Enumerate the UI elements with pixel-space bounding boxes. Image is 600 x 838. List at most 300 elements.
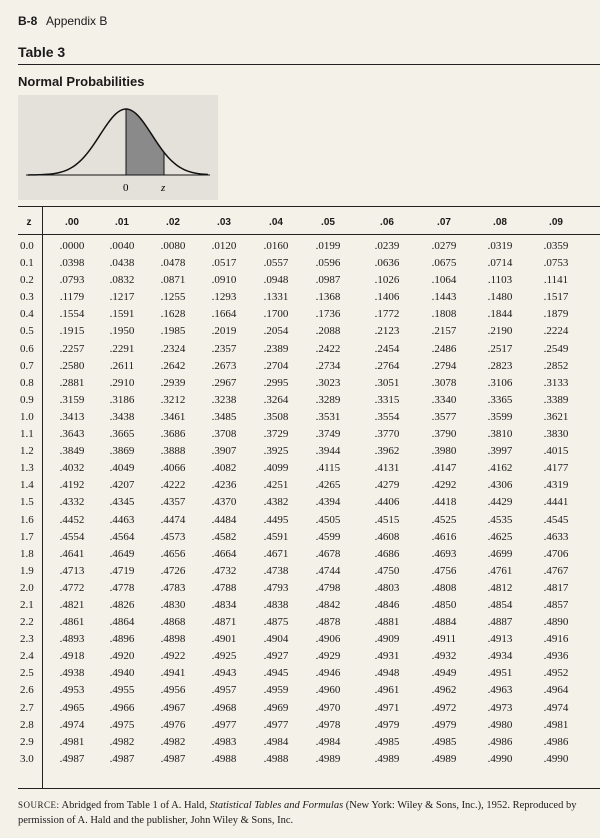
table-cell: .1517 [543,291,569,304]
table-row [0,514,600,531]
table-cell: .4545 [543,513,569,526]
table-row [0,753,600,770]
table-row [0,496,600,513]
z-value: 0.9 [20,393,34,406]
table-cell: .4982 [160,735,186,748]
table-row [0,719,600,736]
table-cell: .4948 [374,667,400,680]
table-cell: .3729 [263,428,289,441]
table-cell: .4956 [160,684,186,697]
table-cell: .3810 [487,428,513,441]
table-row [0,428,600,445]
table-cell: .3531 [315,410,341,423]
table-cell: .1808 [431,308,457,321]
table-cell: .4406 [374,496,400,509]
table-cell: .4909 [374,633,400,646]
zero-label: 0 [123,182,129,194]
table-cell: .2794 [431,359,457,372]
table-cell: .3389 [543,393,569,406]
table-cell: .4505 [315,513,341,526]
table-cell: .4015 [543,445,569,458]
table-cell: .0714 [487,257,513,270]
table-cell: .2642 [160,359,186,372]
table-cell: .4984 [315,735,341,748]
table-row [0,394,600,411]
z-value: 2.2 [20,616,34,629]
table-cell: .4115 [315,462,341,475]
table-cell: .1406 [374,291,400,304]
table-cell: .2549 [543,342,569,355]
z-value: 1.8 [20,547,34,560]
table-cell: .2422 [315,342,341,355]
table-cell: .3264 [263,393,289,406]
column-header: .09 [549,217,563,228]
table-cell: .4292 [431,479,457,492]
table-cell: .4808 [431,581,457,594]
table-cell: .2291 [109,342,135,355]
table-row [0,325,600,342]
table-cell: .4987 [59,752,85,765]
table-cell: .4641 [59,547,85,560]
table-cell: .4778 [109,581,135,594]
table-cell: .4147 [431,462,457,475]
table-cell: .4920 [109,650,135,663]
table-row [0,343,600,360]
z-column-header: z [26,217,32,228]
source-label: SOURCE: [18,800,60,810]
table-cell: .4986 [487,735,513,748]
table-cell: .3023 [315,376,341,389]
table-cell: .1064 [431,274,457,287]
column-header: .04 [269,217,283,228]
table-cell: .2967 [211,376,237,389]
table-cell: .4394 [315,496,341,509]
z-value: 0.1 [20,257,34,270]
table-cell: .4554 [59,530,85,543]
bell-curve-line [28,109,208,175]
table-cell: .3944 [315,445,341,458]
bottom-rule [18,788,600,789]
table-cell: .4251 [263,479,289,492]
table-cell: .3869 [109,445,135,458]
table-cell: .4370 [211,496,237,509]
header-bottom-rule [18,234,600,235]
table-row [0,531,600,548]
table-cell: .4988 [211,752,237,765]
table-cell: .4713 [59,564,85,577]
table-cell: .2823 [487,359,513,372]
table-cell: .4463 [109,513,135,526]
table-cell: .4887 [487,616,513,629]
table-cell: .4981 [543,718,569,731]
table-cell: .0517 [211,257,237,270]
table-cell: .1985 [160,325,186,338]
table-cell: .4177 [543,462,569,475]
table-cell: .4826 [109,598,135,611]
z-value: 1.4 [20,479,34,492]
table-cell: .4279 [374,479,400,492]
table-cell: .3508 [263,410,289,423]
table-cell: .4082 [211,462,237,475]
table-cell: .4306 [487,479,513,492]
z-label: z [161,182,166,194]
table-cell: .4973 [487,701,513,714]
table-cell: .4960 [315,684,341,697]
table-cell: .4898 [160,633,186,646]
table-row [0,360,600,377]
table-cell: .4834 [211,598,237,611]
z-value: 0.5 [20,325,34,338]
z-value: 2.1 [20,598,34,611]
table-cell: .4967 [160,701,186,714]
table-cell: .4985 [431,735,457,748]
table-cell: .4382 [263,496,289,509]
z-value: 0.8 [20,376,34,389]
table-cell: .0557 [263,257,289,270]
z-value: 2.9 [20,735,34,748]
table-cell: .3485 [211,410,237,423]
table-row [0,616,600,633]
table-cell: .4236 [211,479,237,492]
column-header: .03 [217,217,231,228]
table-cell: .4817 [543,581,569,594]
table-cell: .0438 [109,257,135,270]
table-cell: .0120 [211,240,237,252]
table-cell: .4750 [374,564,400,577]
table-cell: .1950 [109,325,135,338]
table-cell: .0398 [59,257,85,270]
header-top-rule [18,206,600,207]
table-cell: .1217 [109,291,135,304]
table-cell: .4940 [109,667,135,680]
table-cell: .4783 [160,581,186,594]
table-cell: .4868 [160,616,186,629]
column-header: .07 [437,217,451,228]
table-row [0,445,600,462]
table-cell: .1331 [263,291,289,304]
table-cell: .3051 [374,376,400,389]
table-cell: .4943 [211,667,237,680]
table-cell: .3980 [431,445,457,458]
table-cell: .4966 [109,701,135,714]
table-cell: .3212 [160,393,186,406]
table-row [0,411,600,428]
table-cell: .4441 [543,496,569,509]
table-cell: .4918 [59,650,85,663]
table-cell: .2324 [160,342,186,355]
table-cell: .3665 [109,428,135,441]
table-cell: .4678 [315,547,341,560]
table-cell: .4162 [487,462,513,475]
table-cell: .4969 [263,701,289,714]
table-cell: .3340 [431,393,457,406]
table-cell: .2852 [543,359,569,372]
normal-curve-figure [18,95,218,200]
table-cell: .0279 [431,240,457,252]
column-header: .01 [115,217,129,228]
z-value: 1.7 [20,530,34,543]
table-cell: .4896 [109,633,135,646]
table-cell: .0832 [109,274,135,287]
table-cell: .4222 [160,479,186,492]
table-cell: .4934 [487,650,513,663]
table-cell: .4932 [431,650,457,663]
z-value: 1.9 [20,564,34,577]
z-value: 2.5 [20,667,34,680]
table-cell: .3749 [315,428,341,441]
table-cell: .4525 [431,513,457,526]
table-cell: .0871 [160,274,186,287]
table-cell: .3830 [543,428,569,441]
table-cell: .4582 [211,530,237,543]
table-row [0,736,600,753]
table-cell: .4699 [487,547,513,560]
table-cell: .4608 [374,530,400,543]
table-cell: .0675 [431,257,457,270]
column-header: .00 [65,217,79,228]
table-cell: .3770 [374,428,400,441]
table-cell: .4987 [109,752,135,765]
table-cell: .4990 [543,752,569,765]
table-cell: .2190 [487,325,513,338]
table-cell: .0987 [315,274,341,287]
table-cell: .4535 [487,513,513,526]
table-cell: .3133 [543,376,569,389]
table-cell: .3106 [487,376,513,389]
table-cell: .3365 [487,393,513,406]
table-cell: .2764 [374,359,400,372]
table-cell: .1591 [109,308,135,321]
table-cell: .4738 [263,564,289,577]
table-cell: .3413 [59,410,85,423]
table-cell: .4429 [487,496,513,509]
table-cell: .4988 [263,752,289,765]
table-cell: .4953 [59,684,85,697]
table-row [0,548,600,565]
table-cell: .4192 [59,479,85,492]
table-cell: .4974 [59,718,85,731]
table-cell: .3078 [431,376,457,389]
table-cell: .4957 [211,684,237,697]
table-cell: .4049 [109,462,135,475]
table-cell: .4964 [543,684,569,697]
table-cell: .4875 [263,616,289,629]
table-cell: .4938 [59,667,85,680]
table-cell: .4984 [263,735,289,748]
table-cell: .4772 [59,581,85,594]
table-cell: .4319 [543,479,569,492]
z-value: 2.3 [20,633,34,646]
table-cell: .4830 [160,598,186,611]
table-cell: .1179 [59,291,85,304]
table-cell: .1026 [374,274,400,287]
table-cell: .0478 [160,257,186,270]
z-value: 1.5 [20,496,34,509]
table-cell: .4599 [315,530,341,543]
z-value: 0.2 [20,274,34,287]
table-cell: .1554 [59,308,85,321]
table-cell: .4573 [160,530,186,543]
table-row [0,667,600,684]
table-cell: .4484 [211,513,237,526]
table-cell: .0319 [487,240,513,252]
table-cell: .4977 [263,718,289,731]
table-cell: .0000 [59,240,85,252]
table-cell: .4633 [543,530,569,543]
table-cell: .3686 [160,428,186,441]
table-cell: .2157 [431,325,457,338]
table-cell: .4925 [211,650,237,663]
table-cell: .0948 [263,274,289,287]
table-cell: .4515 [374,513,400,526]
table-cell: .4952 [543,667,569,680]
table-cell: .1368 [315,291,341,304]
table-row [0,702,600,719]
table-cell: .4987 [160,752,186,765]
table-row [0,377,600,394]
table-cell: .3997 [487,445,513,458]
table-cell: .4207 [109,479,135,492]
table-cell: .4881 [374,616,400,629]
table-cell: .1700 [263,308,289,321]
table-cell: .4989 [374,752,400,765]
table-cell: .4686 [374,547,400,560]
table-cell: .4986 [543,735,569,748]
table-cell: .0793 [59,274,85,287]
table-cell: .2019 [211,325,237,338]
table-row [0,650,600,667]
table-cell: .4901 [211,633,237,646]
table-cell: .4951 [487,667,513,680]
shaded-probability-area [126,109,164,175]
table-cell: .4955 [109,684,135,697]
z-value: 0.4 [20,308,34,321]
table-cell: .2995 [263,376,289,389]
table-cell: .2881 [59,376,85,389]
table-cell: .3643 [59,428,85,441]
table-cell: .4893 [59,633,85,646]
column-header: .05 [321,217,335,228]
table-cell: .3315 [374,393,400,406]
z-value: 1.1 [20,428,34,441]
table-cell: .4332 [59,496,85,509]
table-cell: .4803 [374,581,400,594]
table-cell: .4854 [487,598,513,611]
table-cell: .2910 [109,376,135,389]
table-cell: .2357 [211,342,237,355]
table-cell: .4977 [211,718,237,731]
table-cell: .4564 [109,530,135,543]
table-cell: .2054 [263,325,289,338]
table-cell: .4963 [487,684,513,697]
column-header: .02 [166,217,180,228]
table-cell: .4706 [543,547,569,560]
table-cell: .4671 [263,547,289,560]
table-cell: .4982 [109,735,135,748]
table-cell: .0596 [315,257,341,270]
page-header [18,14,107,28]
table-cell: .4965 [59,701,85,714]
table-cell: .4976 [160,718,186,731]
table-cell: .4649 [109,547,135,560]
table-cell: .1628 [160,308,186,321]
z-value: 0.3 [20,291,34,304]
table-cell: .4798 [315,581,341,594]
table-cell: .4591 [263,530,289,543]
table-cell: .4972 [431,701,457,714]
table-cell: .3159 [59,393,85,406]
table-cell: .4968 [211,701,237,714]
table-cell: .3554 [374,410,400,423]
table-cell: .3461 [160,410,186,423]
table-cell: .4838 [263,598,289,611]
table-cell: .4812 [487,581,513,594]
table-cell: .4990 [487,752,513,765]
table-cell: .3289 [315,393,341,406]
table-cell: .3790 [431,428,457,441]
table-cell: .0239 [374,240,400,252]
table-cell: .3708 [211,428,237,441]
source-text-after: (New York: Wiley & Sons, Inc.), 1952. Reproduced by permission of A. Hald and the publisher, John Wiley & Sons, Inc. [18,800,577,826]
probability-table [0,240,600,770]
table-row [0,582,600,599]
normal-curve-diagram [18,95,218,200]
table-cell: .4906 [315,633,341,646]
table-cell: .3438 [109,410,135,423]
table-cell: .2486 [431,342,457,355]
table-cell: .4962 [431,684,457,697]
table-cell: .4066 [160,462,186,475]
table-cell: .3238 [211,393,237,406]
column-header: .06 [380,217,394,228]
table-cell: .4861 [59,616,85,629]
z-value: 2.7 [20,701,34,714]
table-cell: .4979 [431,718,457,731]
table-cell: .1664 [211,308,237,321]
table-cell: .4904 [263,633,289,646]
table-cell: .4357 [160,496,186,509]
table-row [0,291,600,308]
table-cell: .4871 [211,616,237,629]
table-cell: .4788 [211,581,237,594]
table-cell: .4979 [374,718,400,731]
z-value: 0.6 [20,342,34,355]
page-number: B-8 [18,14,38,28]
table-cell: .3599 [487,410,513,423]
z-value: 2.0 [20,581,34,594]
table-cell: .4693 [431,547,457,560]
table-cell: .4719 [109,564,135,577]
table-cell: .4474 [160,513,186,526]
table-cell: .4495 [263,513,289,526]
section-title: Normal Probabilities [18,74,145,89]
table-cell: .2123 [374,325,400,338]
table-cell: .4974 [543,701,569,714]
table-cell: .4989 [431,752,457,765]
table-cell: .3907 [211,445,237,458]
table-cell: .4949 [431,667,457,680]
table-cell: .4980 [487,718,513,731]
table-cell: .4890 [543,616,569,629]
table-row [0,684,600,701]
table-row [0,274,600,291]
table-cell: .2673 [211,359,237,372]
table-row [0,308,600,325]
table-cell: .1915 [59,325,85,338]
table-cell: .4936 [543,650,569,663]
table-cell: .3621 [543,410,569,423]
table-cell: .4884 [431,616,457,629]
